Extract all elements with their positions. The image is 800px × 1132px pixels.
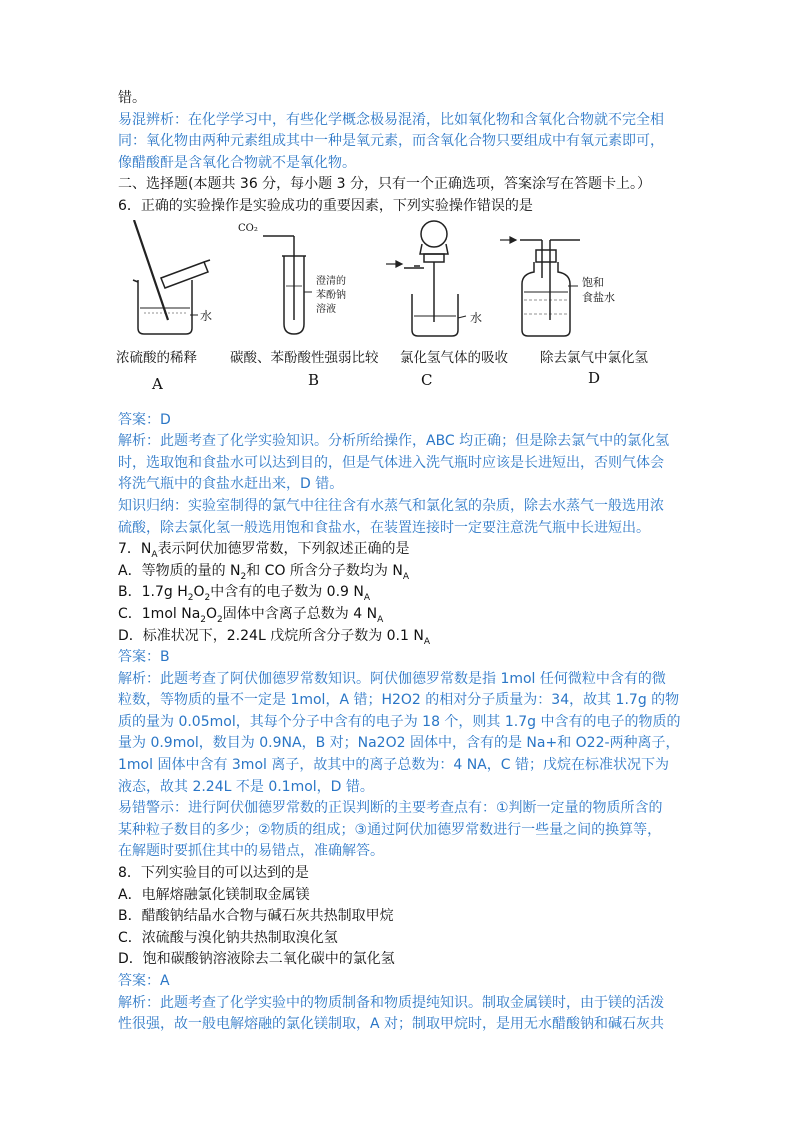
analysis-7-line: 粒数，等物质的量不一定是 1mol，A 错；H2O2 的相对分子质量为：34，故其 1.7g 的物 [118, 692, 680, 709]
answer-7: 答案：B [118, 649, 170, 666]
confusion-note-line: 同：氧化物由两种元素组成其中一种是氧元素，而含氧化合物只要组成中有氧元素即可， [118, 133, 664, 150]
apparatus-a [133, 220, 213, 334]
analysis-7-line: 解析：此题考查了阿伏伽德罗常数知识。阿伏伽德罗常数是指 1mol 任何微粒中含有的微 [118, 670, 666, 687]
co2-label: CO₂ [238, 222, 258, 234]
warning-7-line: 易错警示：进行阿伏伽德罗常数的正误判断的主要考查点有：①判断一定量的物质所含的 [118, 800, 663, 817]
answer-6: 答案：D [118, 411, 171, 428]
summary-6-line: 硫酸，除去氯化氢一般选用饱和食盐水，在装置连接时一定要注意洗气瓶中长进短出。 [118, 519, 650, 536]
option-8a: A．电解熔融氯化镁制取金属镁 [118, 886, 310, 903]
caption-d: 除去氯气中氯化氢 [540, 349, 648, 366]
water-label-c: 水 [470, 310, 483, 325]
option-8b: B．醋酸钠结晶水合物与碱石灰共热制取甲烷 [118, 908, 394, 925]
warning-7-line: 在解题时要抓住其中的易错点，准确解答。 [118, 843, 384, 860]
summary-6-line: 知识归纳：实验室制得的氯气中往往含有水蒸气和氯化氢的杂质，除去水蒸气一般选用浓 [118, 497, 664, 514]
question-7-stem: 7．$N_A$表示阿伏加德罗常数，下列叙述正确的是 [118, 541, 410, 560]
option-7a: A．等物质的量的 $N_2$和 CO 所含分子数均为 $N_A$ [118, 562, 410, 582]
option-8d: D．饱和碳酸钠溶液除去二氧化碳中的氯化氢 [118, 951, 395, 968]
analysis-7-line: 1mol 固体中含有 3mol 离子，故其中的离子总数为：4 NA，C 错；戊烷在标准状况下为 [118, 757, 669, 774]
section-heading: 二、选择题(本题共 36 分，每小题 3 分，只有一个正确选项，答案涂写在答题卡上。） [118, 176, 651, 193]
answer-8: 答案：A [118, 973, 170, 989]
warning-7-line: 某种粒子数目的多少；②物质的组成；③通过阿伏加德罗常数进行一些量之间的换算等， [118, 821, 662, 838]
analysis-7-line: 液态，故其 2.24L 不是 0.1mol，D 错。 [118, 778, 374, 795]
analysis-7-line: 质的量为 0.05mol，其每个分子中含有的电子为 18 个，则其 1.7g 中含有的电子的物质的 [118, 713, 681, 730]
option-8c: C．浓硫酸与溴化钠共热制取溴化氢 [118, 929, 338, 946]
confusion-note-line: 易混辨析：在化学学习中，有些化学概念极易混淆，比如氧化物和含氧化合物就不完全相 [118, 111, 664, 128]
analysis-8-line: 解析：此题考查了化学实验中的物质制备和物质提纯知识。制取金属镁时，由于镁的活泼 [118, 994, 664, 1011]
phenol-label: 苯酚钠 [316, 289, 346, 301]
caption-a: 浓硫酸的稀释 [116, 349, 197, 366]
phenol-label: 溶液 [316, 303, 336, 315]
text-line: 错。 [118, 90, 146, 106]
document-page [118, 88, 688, 1036]
caption-c: 氯化氢气体的吸收 [400, 349, 508, 366]
brine-label: 食盐水 [582, 290, 615, 304]
apparatus-b [263, 236, 312, 334]
analysis-8-line: 性很强，故一般电解熔融的氯化镁制取，A 对；制取甲烷时，是用无水醋酸钠和碱石灰共 [118, 1016, 665, 1033]
label-c: C [421, 370, 433, 389]
analysis-7-line: 量为 0.9mol，数目为 0.9NA，B 对；Na2O2 固体中，含有的是 Na+和 O22-两种离子， [118, 735, 680, 752]
label-d: D [588, 368, 601, 387]
apparatus-c [404, 221, 466, 336]
option-7d: D．标准状况下，2.24L 戊烷所含分子数为 0.1 $N_A$ [118, 627, 431, 647]
option-7b: B．1.7g $H_2O_2$中含有的电子数为 0.9 $N_A$ [118, 584, 371, 604]
phenol-label: 澄清的 [316, 275, 346, 287]
question-6-figure [118, 220, 688, 408]
analysis-6-line: 将洗气瓶中的食盐水赶出来，D 错。 [118, 476, 344, 493]
label-a: A [152, 374, 163, 393]
option-7c: C．1mol $Na_2O_2$固体中含离子总数为 4 $N_A$ [118, 605, 384, 625]
analysis-6-line: 解析：此题考查了化学实验知识。分析所给操作，ABC 均正确；但是除去氯气中的氯化氢 [118, 433, 670, 450]
apparatus-d [520, 240, 580, 336]
label-b: B [308, 370, 320, 389]
question-6-stem: 6．正确的实验操作是实验成功的重要因素，下列实验操作错误的是 [118, 197, 533, 214]
analysis-6-line: 时，选取饱和食盐水可以达到目的，但是气体进入洗气瓶时应该是长进短出，否则气体会 [118, 454, 664, 471]
caption-b: 碳酸、苯酚酸性强弱比较 [230, 349, 379, 366]
confusion-note-line: 像醋酸酐是含氧化合物就不是氧化物。 [118, 154, 356, 171]
water-label-a: 水 [200, 308, 213, 323]
question-8-stem: 8．下列实验目的可以达到的是 [118, 865, 309, 882]
brine-label: 饱和 [582, 275, 604, 289]
